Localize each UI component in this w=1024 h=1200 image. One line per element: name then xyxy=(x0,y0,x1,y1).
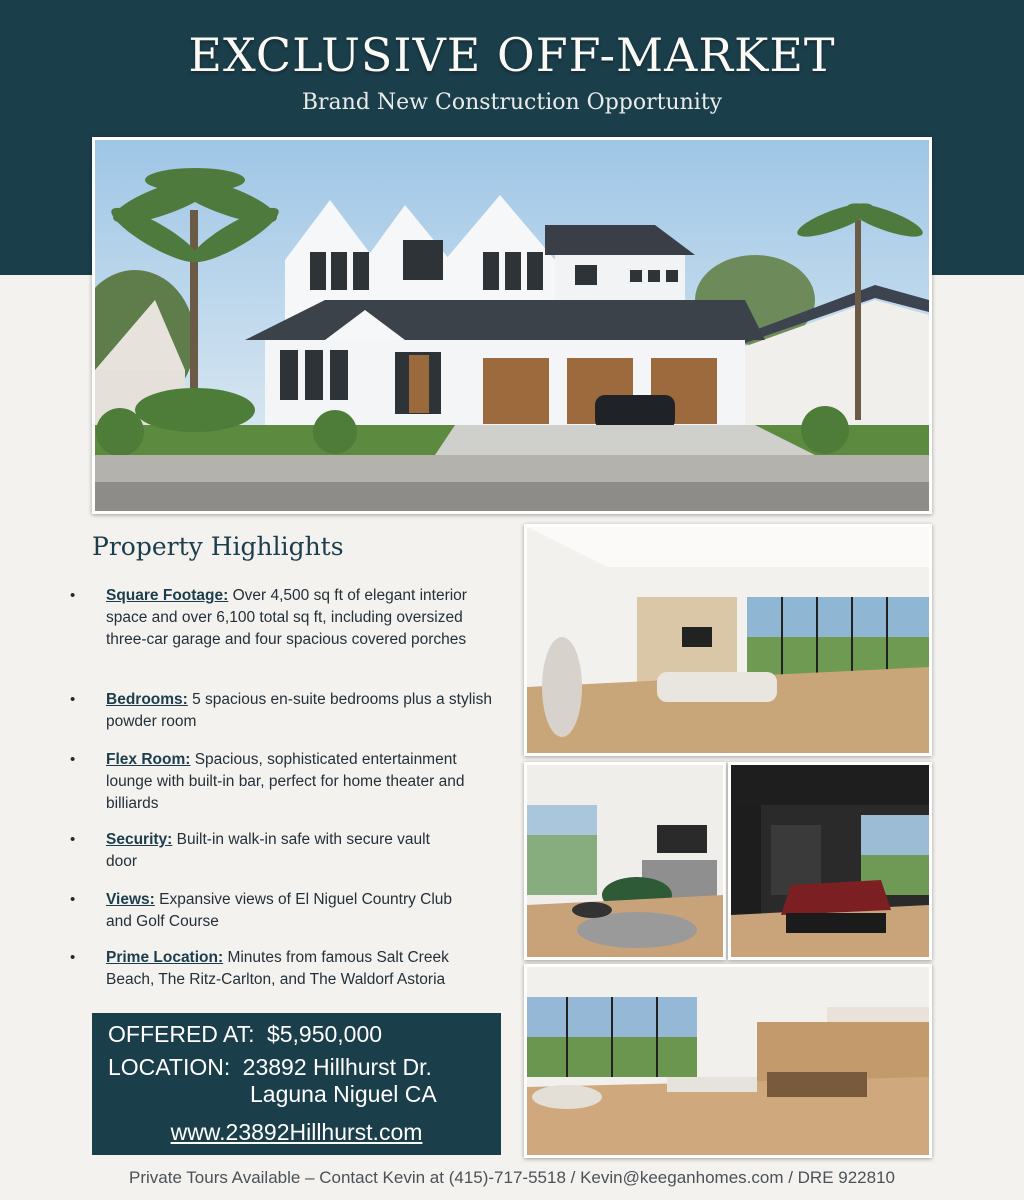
exterior-photo xyxy=(92,137,932,514)
highlight-label: Prime Location: xyxy=(106,949,224,966)
highlight-text: Spacious, sophisticated entertainment lounge with built-in bar, perfect for home theater and billiards xyxy=(106,751,465,812)
highlight-text: Built-in walk-in safe with secure vault door xyxy=(106,831,430,870)
bullet-icon: • xyxy=(70,691,76,708)
website-link[interactable]: www.23892Hillhurst.com xyxy=(170,1119,423,1145)
offer-price-row xyxy=(108,1021,382,1048)
highlight-text: Minutes from famous Salt Creek Beach, The Ritz-Carlton, and The Waldorf Astoria xyxy=(106,949,449,988)
highlight-label: Security: xyxy=(106,831,173,848)
offered-at-label: OFFERED AT: xyxy=(108,1021,255,1047)
bedroom-photo xyxy=(524,762,726,960)
highlight-label: Bedrooms: xyxy=(106,691,188,708)
footer-contact: Private Tours Available – Contact Kevin at (415)-717-5518 / Kevin@keeganhomes.com / DRE 922810 xyxy=(128,1168,895,1187)
highlight-text: Over 4,500 sq ft of elegant interior space and over 6,100 total sq ft, including oversized three-car garage and four spacious covered porches xyxy=(106,587,467,648)
bullet-icon: • xyxy=(70,751,76,768)
offer-location-row xyxy=(108,1054,432,1081)
address-line2: Laguna Niguel CA xyxy=(250,1081,437,1107)
bullet-icon: • xyxy=(70,831,76,848)
highlight-label: Square Footage: xyxy=(106,587,229,604)
highlight-text: 5 spacious en-suite bedrooms plus a stylish powder room xyxy=(106,691,492,730)
address-line1: 23892 Hillhurst Dr. xyxy=(242,1054,432,1080)
offer-box xyxy=(92,1013,501,1155)
page-title: EXCLUSIVE OFF-MARKET xyxy=(188,28,836,82)
bullet-icon: • xyxy=(70,891,76,908)
highlight-text: Expansive views of El Niguel Country Club and Golf Course xyxy=(106,891,453,930)
highlights-title: Property Highlights xyxy=(92,532,344,561)
page-subtitle: Brand New Construction Opportunity xyxy=(301,90,723,115)
highlight-label: Views: xyxy=(106,891,155,908)
kitchen-dining-photo xyxy=(524,964,932,1158)
living-room-photo xyxy=(524,524,932,756)
highlight-label: Flex Room: xyxy=(106,751,191,768)
bullet-icon: • xyxy=(70,949,76,966)
bullet-icon: • xyxy=(70,587,76,604)
location-label: LOCATION: xyxy=(108,1054,231,1080)
billiards-room-photo xyxy=(728,762,932,960)
price: $5,950,000 xyxy=(266,1021,383,1047)
